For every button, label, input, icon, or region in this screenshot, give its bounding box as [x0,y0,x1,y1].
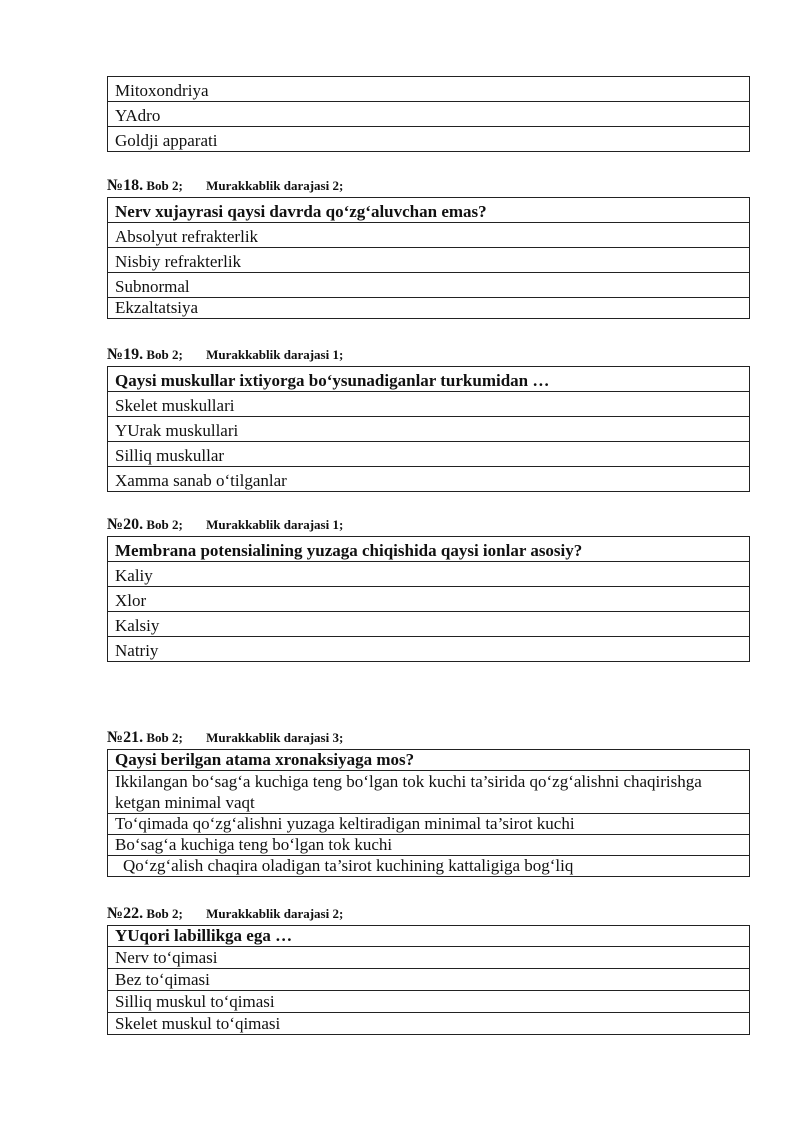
option-cell: Goldji apparati [108,127,750,152]
question-header [107,515,750,535]
question-header [107,345,750,365]
question-number: №21. [107,729,144,746]
option-cell: Absolyut refrakterlik [108,223,750,248]
option-cell: Nerv to‘qimasi [108,947,750,969]
question-block-20 [107,515,750,662]
question-block-19 [107,345,750,492]
question-block-18 [107,176,750,319]
question-table [107,925,750,1035]
question-number: №20. [107,516,144,533]
question-table [107,197,750,319]
option-cell: Xlor [108,587,750,612]
question-header [107,904,750,924]
question-block-22 [107,904,750,1035]
option-cell: Mitoxondriya [108,77,750,102]
question-table [107,366,750,492]
option-cell: Silliq muskullar [108,442,750,467]
question-text: Qaysi muskullar ixtiyorga bo‘ysunadiganlar turkumidan … [108,367,750,392]
question-block-21 [107,728,750,877]
question-header [107,176,750,196]
difficulty-label: Murakkablik darajasi 1; [206,517,344,532]
question-number: №22. [107,905,144,922]
question-text: YUqori labillikga ega … [108,926,750,947]
option-cell: Kaliy [108,562,750,587]
chapter-label: Bob 2; [146,906,183,921]
option-cell: Silliq muskul to‘qimasi [108,991,750,1013]
question-number: №18. [107,177,144,194]
option-cell: YAdro [108,102,750,127]
difficulty-label: Murakkablik darajasi 1; [206,347,344,362]
option-cell: Bez to‘qimasi [108,969,750,991]
question-text: Membrana potensialining yuzaga chiqishida qaysi ionlar asosiy? [108,537,750,562]
option-cell: Xamma sanab o‘tilganlar [108,467,750,492]
option-cell: YUrak muskullari [108,417,750,442]
question-text: Nerv xujayrasi qaysi davrda qo‘zg‘aluvchan emas? [108,198,750,223]
option-cell: Qo‘zg‘alish chaqira oladigan ta’sirot kuchining kattaligiga bog‘liq [108,856,750,877]
chapter-label: Bob 2; [146,347,183,362]
difficulty-label: Murakkablik darajasi 3; [206,730,344,745]
chapter-label: Bob 2; [146,517,183,532]
option-cell: Ikkilangan bo‘sag‘a kuchiga teng bo‘lgan tok kuchi ta’sirida qo‘zg‘alishni chaqirishga ketgan minimal vaqt [108,771,750,814]
option-cell: Nisbiy refrakterlik [108,248,750,273]
question-header [107,728,750,748]
difficulty-label: Murakkablik darajasi 2; [206,906,344,921]
question-text: Qaysi berilgan atama xronaksiyaga mos? [108,750,750,771]
option-cell: Bo‘sag‘a kuchiga teng bo‘lgan tok kuchi [108,835,750,856]
chapter-label: Bob 2; [146,730,183,745]
option-cell: Skelet muskullari [108,392,750,417]
question-table [107,536,750,662]
question-table [107,749,750,877]
option-cell: Ekzaltatsiya [108,298,750,319]
question-number: №19. [107,346,144,363]
option-cell: To‘qimada qo‘zg‘alishni yuzaga keltiradigan minimal ta’sirot kuchi [108,814,750,835]
option-cell: Natriy [108,637,750,662]
chapter-label: Bob 2; [146,178,183,193]
option-cell: Kalsiy [108,612,750,637]
previous-question-options-table [107,76,750,152]
difficulty-label: Murakkablik darajasi 2; [206,178,344,193]
option-cell: Subnormal [108,273,750,298]
option-cell: Skelet muskul to‘qimasi [108,1013,750,1035]
